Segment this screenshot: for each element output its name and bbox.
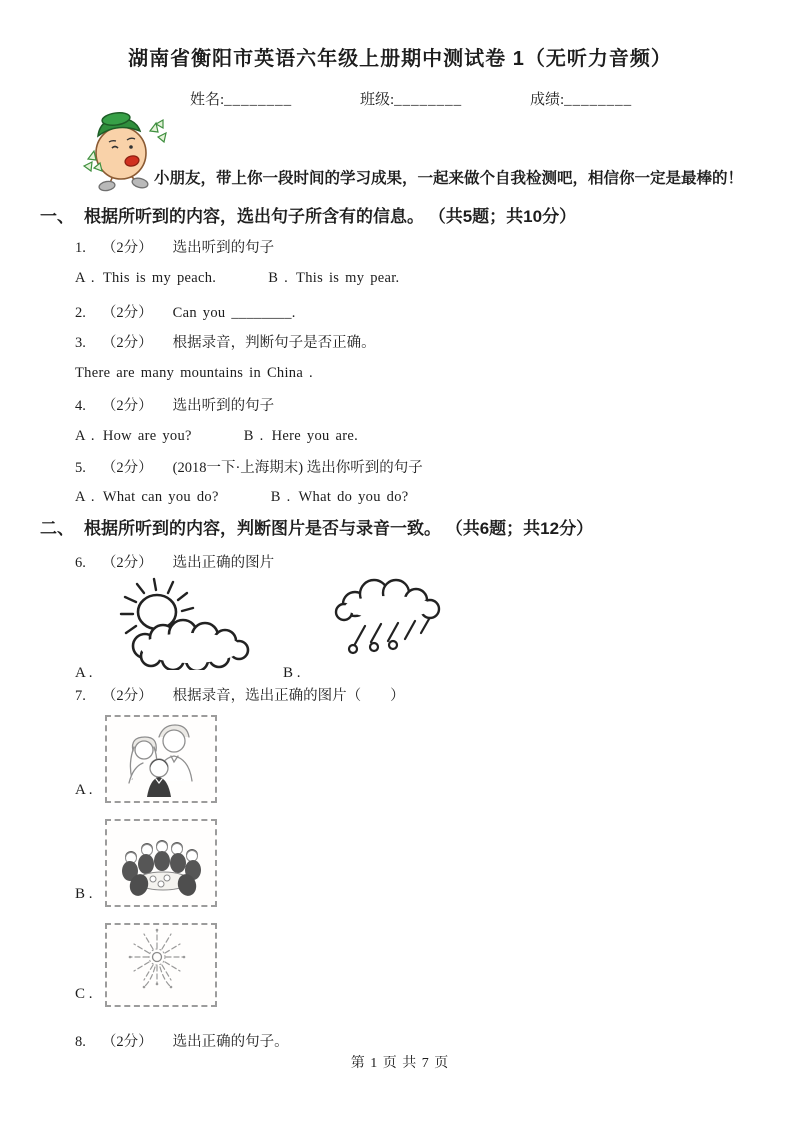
question-1-option-b-text: This is my pear. xyxy=(296,270,400,286)
question-5-score: （2分） xyxy=(101,460,153,476)
question-6-options xyxy=(75,574,459,682)
page-title: 湖南省衡阳市英语六年级上册期中测试卷 1（无听力音频） xyxy=(128,48,672,70)
sun-behind-cloud-drawing xyxy=(111,576,261,670)
question-5 xyxy=(75,456,423,477)
question-4-option-b-letter: B . xyxy=(243,428,264,444)
class-label: 班级: xyxy=(360,92,395,108)
question-5-options xyxy=(75,489,409,506)
question-2-stem: Can you ________. xyxy=(172,305,296,321)
question-2-score: （2分） xyxy=(101,305,153,321)
question-1-score: （2分） xyxy=(101,240,153,256)
question-4-option-a-text: How are you? xyxy=(102,428,192,444)
class-blank-line: ________ xyxy=(394,92,463,108)
question-7-option-c-image-box xyxy=(105,923,217,1007)
question-4-options xyxy=(75,428,358,445)
question-7-option-c-letter: C . xyxy=(75,986,93,1002)
section-one-heading xyxy=(40,202,780,227)
question-5-option-b-text: What do you do? xyxy=(298,489,409,505)
question-6-option-a-letter: A . xyxy=(75,665,93,681)
question-7-option-b xyxy=(75,819,217,907)
section-two-title: 根据所听到的内容，判断图片是否与录音一致。 （共6题；共12分） xyxy=(84,519,594,538)
question-5-number: 5. xyxy=(75,460,86,476)
name-field xyxy=(190,88,292,109)
question-6-score: （2分） xyxy=(101,555,153,571)
fireworks-drawing xyxy=(111,927,211,1003)
question-2-number: 2. xyxy=(75,305,86,321)
question-3-stem: 根据录音，判断句子是否正确。 xyxy=(172,335,376,351)
section-one-number: 一、 xyxy=(40,207,74,226)
question-7-option-a xyxy=(75,715,217,803)
question-6-number: 6. xyxy=(75,555,86,571)
section-one-title: 根据所听到的内容，选出句子所含有的信息。 （共5题；共10分） xyxy=(84,207,577,226)
question-2 xyxy=(75,301,296,322)
question-6-stem: 选出正确的图片 xyxy=(172,555,275,571)
rain-cloud-drawing xyxy=(319,574,459,656)
question-6-option-b-letter: B . xyxy=(283,665,301,681)
family-of-three-drawing xyxy=(109,719,213,799)
score-label: 成绩: xyxy=(530,92,565,108)
family-dinner-drawing xyxy=(109,823,213,903)
question-3 xyxy=(75,331,376,352)
question-4-option-b xyxy=(244,428,358,445)
question-7-number: 7. xyxy=(75,688,86,704)
question-7-option-b-letter: B . xyxy=(75,886,93,902)
question-1-option-a xyxy=(75,270,216,287)
name-blank-line: ________ xyxy=(224,92,293,108)
question-7-option-a-image-box xyxy=(105,715,217,803)
question-8-stem: 选出正确的句子。 xyxy=(172,1034,289,1050)
name-label: 姓名: xyxy=(190,92,225,108)
question-4-score: （2分） xyxy=(101,398,153,414)
question-5-option-a-text: What can you do? xyxy=(102,489,219,505)
question-6 xyxy=(75,551,274,572)
question-1-option-a-letter: A . xyxy=(75,270,95,286)
score-field xyxy=(530,88,632,109)
question-7 xyxy=(75,684,405,705)
question-1-stem: 选出听到的句子 xyxy=(172,240,275,256)
question-1-number: 1. xyxy=(75,240,86,256)
question-8-score: （2分） xyxy=(101,1034,153,1050)
question-4-stem: 选出听到的句子 xyxy=(172,398,275,414)
question-3-score: （2分） xyxy=(101,335,153,351)
question-3-sentence: There are many mountains in China . xyxy=(75,365,313,381)
question-5-option-a xyxy=(75,489,219,506)
question-1-options xyxy=(75,270,399,287)
question-7-score: （2分） xyxy=(101,688,153,704)
section-two-heading xyxy=(40,514,780,539)
question-3-number: 3. xyxy=(75,335,86,351)
question-8 xyxy=(75,1030,289,1051)
intro-text: 小朋友，带上你一段时间的学习成果，一起来做个自我检测吧，相信你一定是最棒的！ xyxy=(154,170,744,187)
question-1 xyxy=(75,236,274,257)
question-5-option-b xyxy=(271,489,409,506)
question-4-option-a-letter: A . xyxy=(75,428,95,444)
class-field xyxy=(360,88,462,109)
question-4-option-a xyxy=(75,428,192,445)
question-4 xyxy=(75,394,274,415)
question-1-option-b-letter: B . xyxy=(268,270,289,286)
section-two-number: 二、 xyxy=(40,519,74,538)
question-7-stem: 根据录音，选出正确的图片（ ） xyxy=(172,688,405,704)
question-5-option-b-letter: B . xyxy=(270,489,291,505)
question-7-option-b-image-box xyxy=(105,819,217,907)
question-5-option-a-letter: A . xyxy=(75,489,95,505)
question-1-option-b xyxy=(268,270,399,287)
question-4-option-b-text: Here you are. xyxy=(271,428,358,444)
question-1-option-a-text: This is my peach. xyxy=(102,270,217,286)
question-7-option-c xyxy=(75,923,217,1007)
page-footer: 第 1 页 共 7 页 xyxy=(350,1056,450,1071)
question-8-number: 8. xyxy=(75,1034,86,1050)
question-4-number: 4. xyxy=(75,398,86,414)
score-blank-line: ________ xyxy=(564,92,633,108)
question-7-option-a-letter: A . xyxy=(75,782,93,798)
question-5-stem: (2018一下·上海期末) 选出你听到的句子 xyxy=(172,460,423,476)
